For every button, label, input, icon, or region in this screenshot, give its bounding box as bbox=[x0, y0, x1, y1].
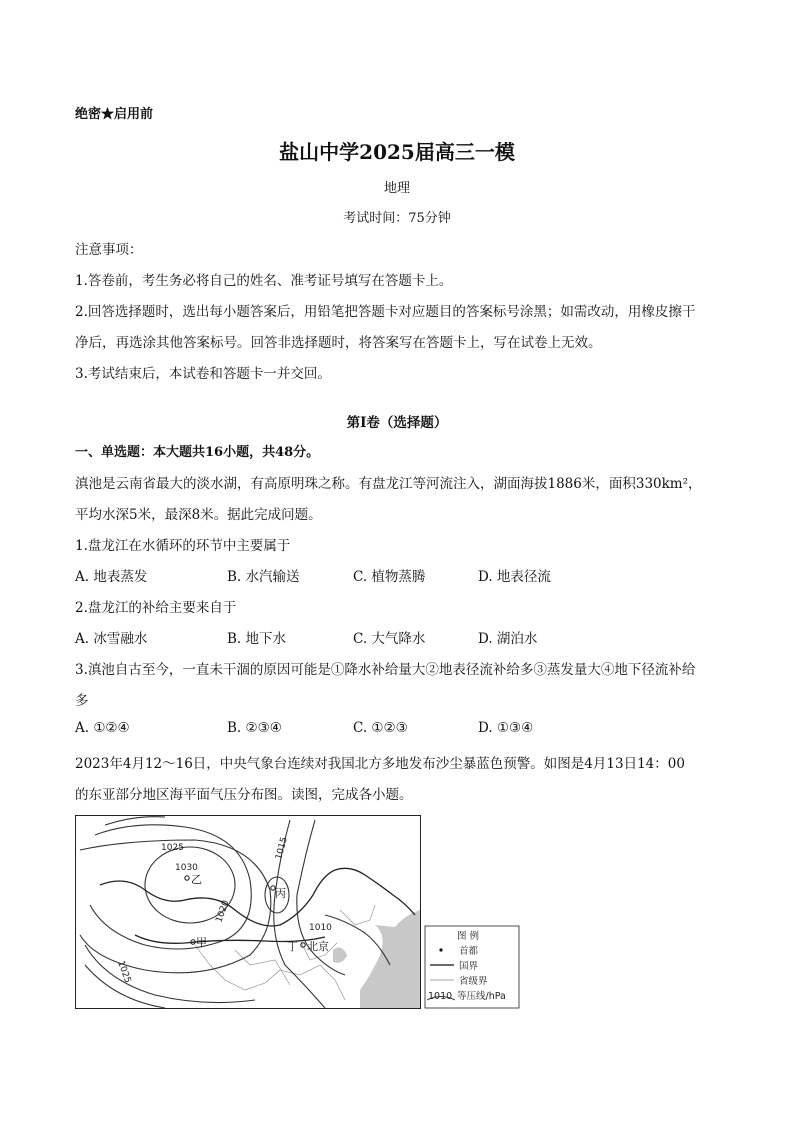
question-3-option-a: A. ①②④ bbox=[75, 720, 130, 736]
question-2-option-a: A. 冰雪融水 bbox=[75, 631, 148, 647]
question-3-option-b: B. ②③④ bbox=[227, 720, 282, 736]
passage2-line2: 的东亚部分地区海平面气压分布图。读图，完成各小题。 bbox=[75, 787, 413, 803]
question-1-stem: 1.盘龙江在水循环的环节中主要属于 bbox=[75, 538, 291, 554]
legend-national-border: 国界 bbox=[459, 961, 479, 972]
legend-title: 图 例 bbox=[457, 931, 480, 942]
isobar-label-1020: 1020 bbox=[214, 899, 232, 925]
question-2-option-d: D. 湖泊水 bbox=[478, 631, 538, 647]
label-jia: 甲 bbox=[196, 936, 207, 949]
question-3-stem-line1: 3.滇池自古至今，一直未干涸的原因可能是①降水补给量大②地表径流补给多③蒸发量大④地下径流补给 bbox=[75, 662, 696, 678]
isobar-label-1025: 1025 bbox=[161, 843, 184, 853]
exam-time: 考试时间：75分钟 bbox=[343, 211, 451, 226]
passage2-line1: 2023年4月12～16日，中央气象台连续对我国北方多地发布沙尘暴蓝色预警。如图是4月13日14：00 bbox=[75, 756, 685, 772]
note-item-1: 1.答卷前，考生务必将自己的姓名、准考证号填写在答题卡上。 bbox=[75, 273, 453, 289]
legend-provincial-border: 省级界 bbox=[459, 976, 488, 987]
question-1-option-c: C. 植物蒸腾 bbox=[353, 569, 426, 585]
question-3-stem-line2: 多 bbox=[75, 693, 89, 709]
question-1-option-d: D. 地表径流 bbox=[478, 569, 551, 585]
confidential-mark: 绝密★启用前 bbox=[75, 107, 154, 122]
exam-title: 盐山中学2025届高三一模 bbox=[279, 140, 515, 164]
subject-label: 地理 bbox=[383, 181, 410, 196]
note-item-2-line2: 净后，再选涂其他答案标号。回答非选择题时，将答案写在答题卡上，写在试卷上无效。 bbox=[75, 335, 602, 351]
question-1-option-a: A. 地表蒸发 bbox=[75, 569, 148, 585]
notes-heading: 注意事项： bbox=[75, 242, 143, 258]
question-2-option-c: C. 大气降水 bbox=[353, 631, 426, 647]
legend-isobar-sample: 1010 bbox=[428, 991, 453, 1002]
isobar-label-1010: 1010 bbox=[309, 923, 332, 933]
label-yi: 乙 bbox=[191, 873, 202, 886]
isobar-label-1030: 1030 bbox=[175, 863, 198, 873]
part-title: 一、单选题：本大题共16小题，共48分。 bbox=[75, 445, 320, 460]
section-title: 第I卷（选择题） bbox=[346, 415, 448, 431]
question-2-option-b: B. 地下水 bbox=[227, 631, 287, 647]
legend-capital-icon bbox=[439, 948, 442, 951]
isobar-label-1015: 1015 bbox=[274, 836, 290, 861]
question-2-stem: 2.盘龙江的补给主要来自于 bbox=[75, 600, 237, 616]
legend-isobar: 等压线/hPa bbox=[457, 991, 506, 1002]
pressure-map bbox=[75, 815, 521, 1009]
question-3-option-c: C. ①②③ bbox=[353, 720, 408, 736]
label-beijing: 北京 bbox=[307, 940, 329, 953]
passage1-line1: 滇池是云南省最大的淡水湖，有高原明珠之称。有盘龙江等河流注入，湖面海拔1886米，面积330km²， bbox=[75, 476, 702, 492]
note-item-2-line1: 2.回答选择题时，选出每小题答案后，用铅笔把答题卡对应题目的答案标号涂黑；如需改动，用橡皮擦干 bbox=[75, 304, 696, 320]
question-3-option-d: D. ①③④ bbox=[478, 720, 534, 736]
label-bing: 丙 bbox=[275, 887, 286, 900]
map-legend bbox=[425, 926, 519, 1008]
note-item-3: 3.考试结束后，本试卷和答题卡一并交回。 bbox=[75, 366, 331, 382]
question-1-option-b: B. 水汽输送 bbox=[227, 569, 300, 585]
legend-capital: 首都 bbox=[459, 946, 479, 957]
passage1-line2: 平均水深5米，最深8米。据此完成问题。 bbox=[75, 507, 322, 523]
isobar-label-1025-sw: 1025 bbox=[115, 959, 133, 985]
label-ding: 丁 bbox=[287, 940, 298, 953]
